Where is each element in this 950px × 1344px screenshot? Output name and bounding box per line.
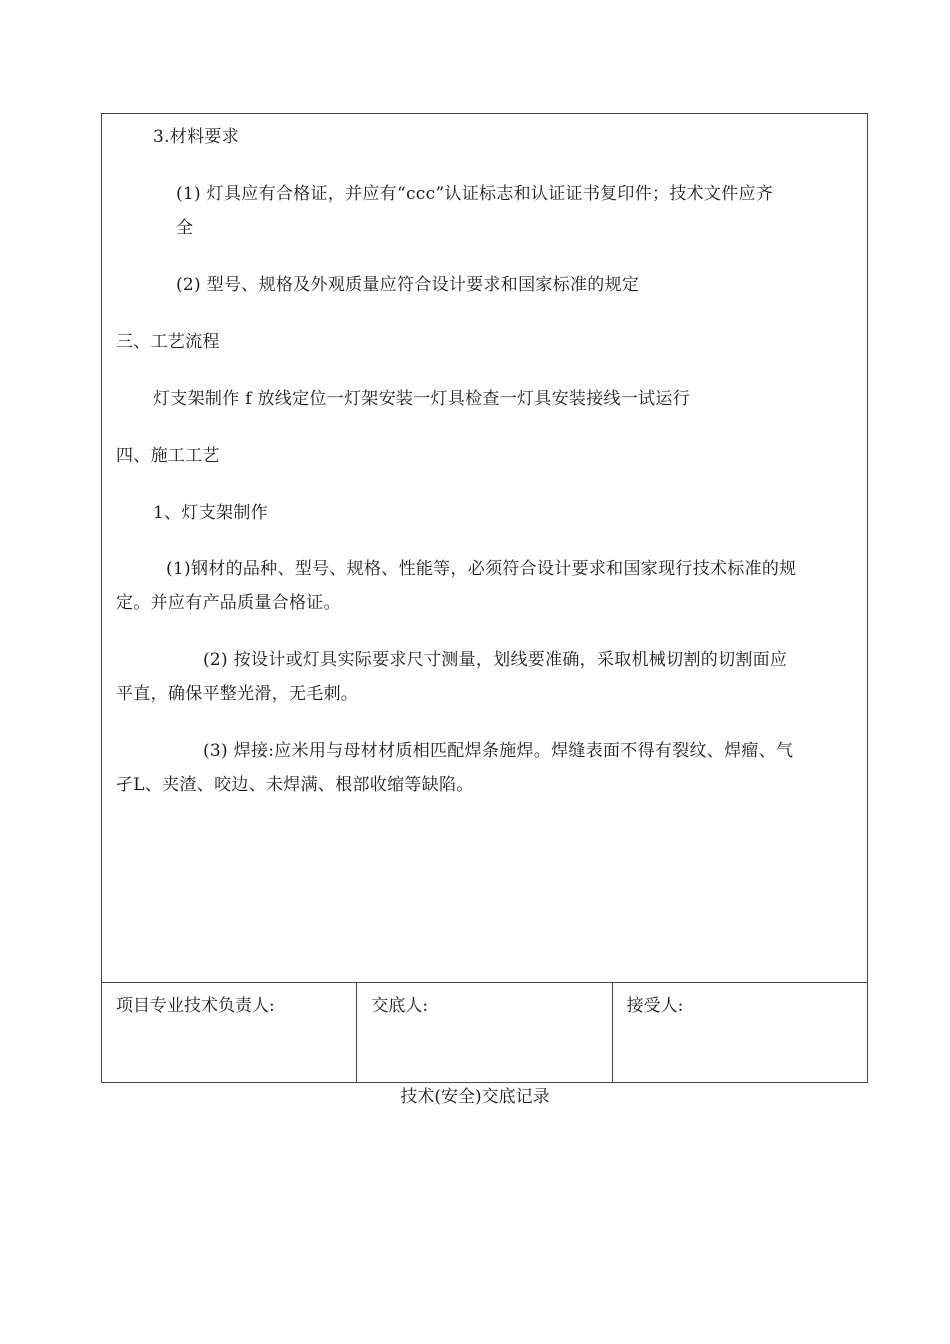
sub-1-item-1-line-2: 定。并应有产品质量合格证。: [116, 593, 341, 613]
tech-lead-cell[interactable]: [102, 983, 356, 1082]
signature-row: [102, 983, 867, 1082]
material-item-1-line-2: 全: [176, 218, 194, 238]
material-item-2: (2) 型号、规格及外观质量应符合设计要求和国家标准的规定: [176, 275, 640, 295]
section-4-heading: 四、施工工艺: [116, 446, 220, 466]
handover-cell[interactable]: [356, 983, 611, 1082]
disclosure-table: [101, 113, 868, 1083]
sub-1-item-2-line-2: 平直，确保平整光滑，无毛刺。: [116, 684, 359, 704]
process-flow: 灯支架制作 f 放线定位一灯架安装一灯具检查一灯具安装接线一试运行: [153, 389, 690, 409]
footer-title: 技术(安全)交底记录: [400, 1087, 550, 1107]
tech-lead-label: 项目专业技术负责人:: [116, 996, 275, 1016]
sub-1-item-1-line-1: (1)钢材的品种、型号、规格、性能等，必须符合设计要求和国家现行技术标准的规: [166, 559, 797, 579]
material-item-1-line-1: (1) 灯具应有合格证，并应有“ccc”认证标志和认证证书复印件；技术文件应齐: [176, 184, 774, 204]
content-cell: [102, 114, 867, 983]
section-3-heading: 三、工艺流程: [116, 332, 220, 352]
sub-1-heading: 1、灯支架制作: [153, 503, 268, 523]
material-heading: 3.材料要求: [153, 127, 240, 147]
sub-1-item-3-line-1: (3) 焊接:应米用与母材材质相匹配焊条施焊。焊缝表面不得有裂纹、焊瘤、气: [203, 741, 794, 761]
receiver-label: 接受人:: [626, 996, 684, 1016]
receiver-cell[interactable]: [612, 983, 867, 1082]
sub-1-item-2-line-1: (2) 按设计或灯具实际要求尺寸测量，划线要准确，采取机械切割的切割面应: [203, 650, 788, 670]
handover-label: 交底人:: [371, 996, 429, 1016]
sub-1-item-3-line-2: 孑L、夹渣、咬边、未焊满、根部收缩等缺陷。: [116, 775, 474, 795]
